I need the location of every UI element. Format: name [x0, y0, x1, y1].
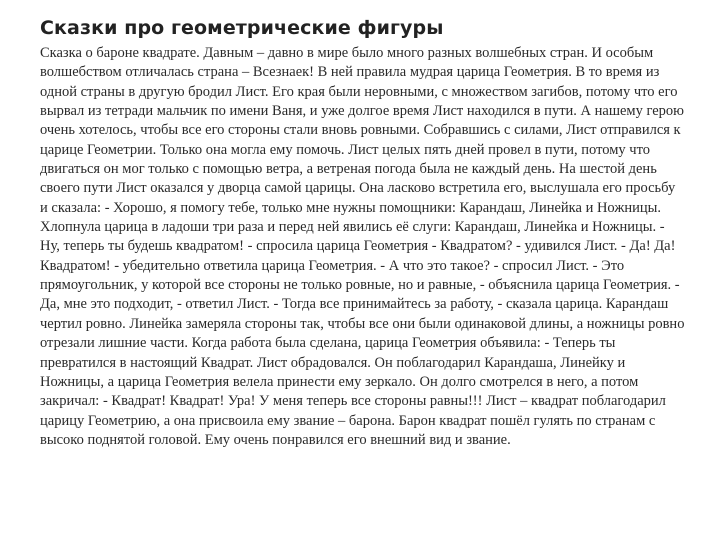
story-text: Сказка о бароне квадрате. Давным – давно в мире было много разных волшебных стран. И особым волшебством отличалась страна – Всезнаек! В ней правила мудрая царица Геометрия. В то время из одной страны в другую бродил Лист. Его края были неровными, с множеством загибов, потому что его вырвал из тетради мальчик по имени Ваня, и уже долгое время Лист находился в пути. А нашему герою очень хотелось, чтобы все его стороны стали вновь ровными. Собравшись с силами, Лист отправился к царице Геометрии. Только она могла ему помочь. Лист целых пять дней провел в пути, потому что двигаться он мог только с помощью ветра, а ветреная погода была не каждый день. На шестой день своего пути Лист оказался у дворца самой царицы. Она ласково встретила его, выслушала его просьбу и сказала: - Хорошо, я помогу тебе, только мне нужны помощники: Карандаш, Линейка и Ножницы. Хлопнула царица в ладоши три раза и перед ней явились её слуги: Карандаш, Линейка и Ножницы. - Ну, теперь ты будешь квадратом! - спросила царица Геометрия - Квадратом? - удивился Лист. - Да! Да! Квадратом! - убедительно ответила царица Геометрия. - А что это такое? - спросил Лист. - Это прямоугольник, у которой все стороны не только ровные, но и равные, - объяснила царица Геометрия. - Да, мне это подходит, - ответил Лист. - Тогда все принимайтесь за работу, - сказала царица. Карандаш чертил ровно. Линейка замеряла стороны так, чтобы все они были одинаковой длины, а ножницы ровно отрезали лишние части. Когда работа была сделана, царица Геометрия объявила: - Теперь ты превратился в настоящий Квадрат. Лист обрадовался. Он поблагодарил Карандаша, Линейку и Ножницы, а царица Геометрия велела принести ему зеркало. Он долго смотрелся в него, а потом закричал: - Квадрат! Квадрат! Ура! У меня теперь все стороны равны!!! Лист – квадрат поблагодарил царицу Геометрию, а она присвоила ему звание – барона. Барон квадрат пошёл гулять по странам с высоко поднятой головой. Ему очень понравился его внешний вид и звание. [40, 45, 685, 448]
page-title: Сказки про геометрические фигуры [40, 17, 444, 39]
